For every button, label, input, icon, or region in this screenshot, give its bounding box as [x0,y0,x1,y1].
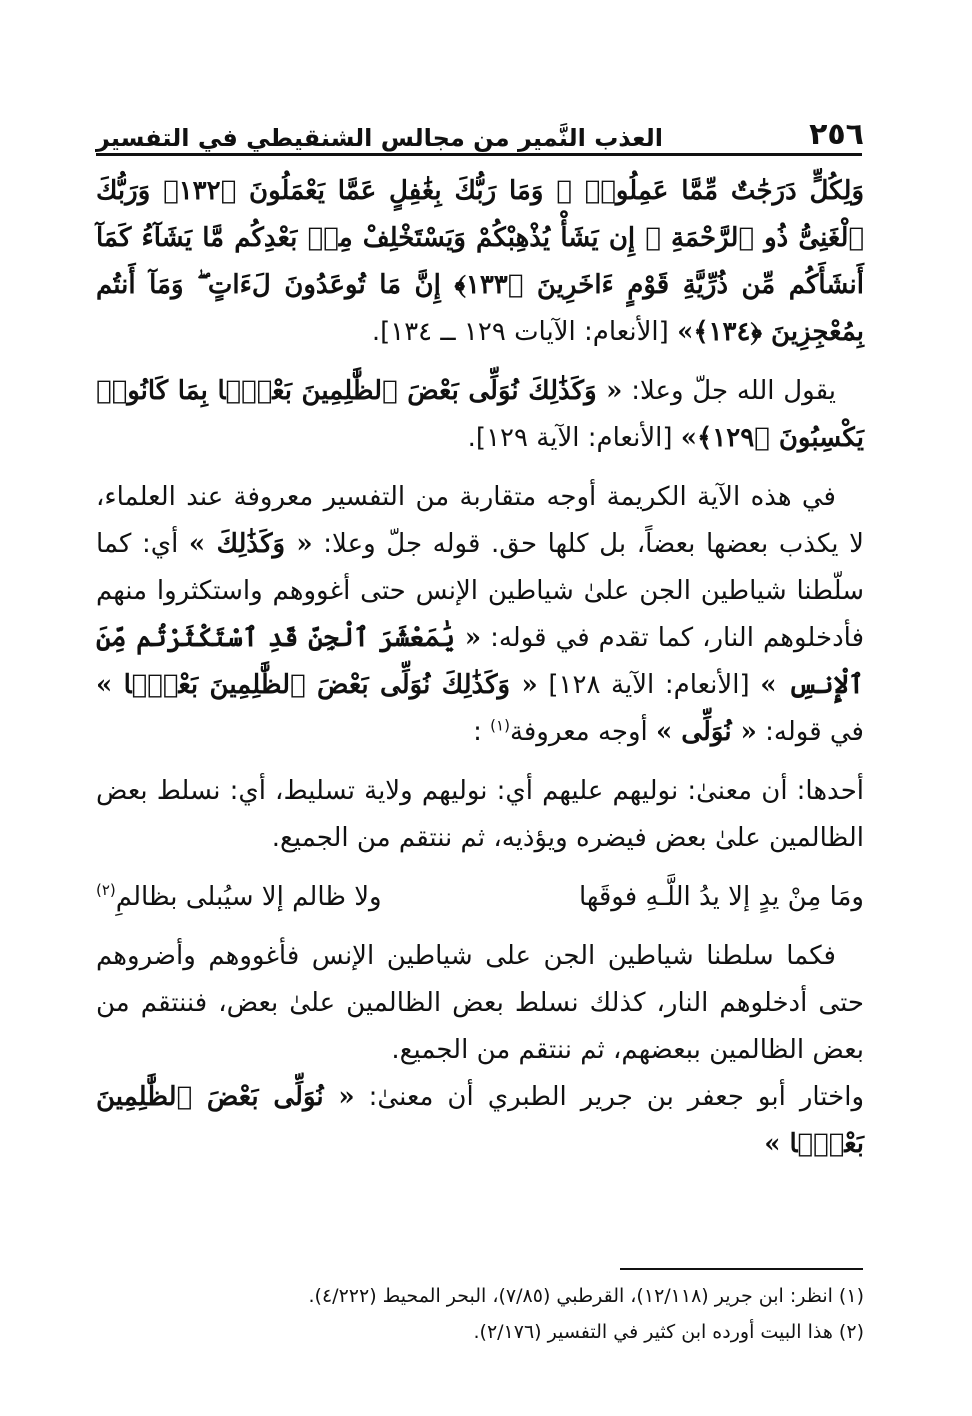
p1-text-1: في هذه الآية الكريمة أوجه متقاربة من التفسير معروفة عند العلماء، لا يكذب بعضها بعضاً، بل كلها حق. قوله جلّ وعلا: [96,482,864,559]
footnotes [96,1278,864,1350]
quran-verses: وَلِكُلٍّ دَرَجَٰتٌ مِّمَّا عَمِلُوا۟ ۚ وَمَا رَبُّكَ بِغَٰفِلٍ عَمَّا يَعْمَلُونَ ﴿١٣٢﴾ وَرَبُّكَ ٱلْغَنِىُّ ذُو ٱلرَّحْمَةِ ۚ إِن يَشَأْ يُذْهِبْكُمْ وَيَسْتَخْلِفْ مِنۢ بَعْدِكُم مَّا يَشَآءُ كَمَآ أَنشَأَكُم مِّن ذُرِّيَّةِ قَوْمٍ ءَاخَرِينَ ﴿١٣٣﴾ إِنَّ مَا تُوعَدُونَ لَءَاتٍ ۖ وَمَآ أَنتُم بِمُعْجِزِينَ ﴿١٣٤﴾» [96,176,865,347]
poem-hemistich-2: ولا ظالم إلا سيُبلى بظالمِ [115,882,382,912]
verses-block [96,168,864,356]
paragraph-4 [96,1074,864,1168]
page-header [96,104,864,152]
p1-verse-1: « وَكَذَٰلِكَ » [188,529,313,559]
footnote-2: (٢) هذا البيت أورده ابن كثير في التفسير (٢/١٧٦). [473,1321,864,1343]
running-title: العذب النَّمير من مجالس الشنقيطي في التفسير [96,124,663,152]
footnote-marker-1[interactable]: (١) [490,716,510,735]
p1-reference: [الأنعام: الآية ١٢٨] [548,670,750,700]
poem-verse [96,874,864,921]
intro-verse: « وَكَذَٰلِكَ نُوَلِّى بَعْضَ ٱلظَّٰلِمِينَ بَعْضًۢا بِمَا كَانُوا۟ يَكْسِبُونَ ﴿١٢٩﴾» [96,376,864,453]
p1-text-2: أي: كما سلّطنا شياطين الجن علىٰ شياطين الإنس حتى أغووهم واستكثروا منهم فأدخلوهم النار، كما تقدم في قوله: [96,529,864,653]
intro-reference: [الأنعام: الآية ١٢٩]. [467,423,673,453]
p1-verse-4: « نُوَلِّى » [656,717,757,747]
p1-verse-2: « يَٰمَعْشَرَ ٱلْجِنِّ قَدِ ٱسْتَكْثَرْتُم مِّنَ ٱلْإِنسِ » [96,623,865,700]
intro-lead: يقول الله جلّ وعلا: [631,376,836,406]
p4-text: واختار أبو جعفر بن جرير الطبري أن معنىٰ: [368,1082,865,1112]
p1-text-5: : [473,717,482,747]
paragraph-3: فكما سلطنا شياطين الجن على شياطين الإنس فأغووهم وأضروهم حتى أدخلوهم النار، كذلك نسلط بعض الظالمين علىٰ بعض، فننتقم من بعض الظالمين ببعضهم، ثم ننتقم من الجميع. [96,941,864,1065]
footnote-1: (١) انظر: ابن جرير (١٢/١١٨)، القرطبي (٧/٨٥)، البحر المحيط (٤/٢٢٢). [308,1285,864,1307]
intro-paragraph [96,368,864,462]
p1-verse-3: « وَكَذَٰلِكَ نُوَلِّى بَعْضَ ٱلظَّٰلِمِينَ بَعْضًۢا » [96,670,538,700]
paragraph-2: أحدها: أن معنىٰ: نوليهم عليهم أي: نوليهم ولاية تسليط، أي: نسلط بعض الظالمين علىٰ بعض فيضره ويؤذيه، ثم ننتقم من الجميع. [96,776,864,853]
footnote-rule [620,1268,863,1270]
p1-text-3: في قوله: [765,717,864,747]
poem-hemistich-1: ومَا مِنْ يدٍ إلا يدُ اللَّـهِ فوقَها [578,882,864,912]
header-rule [96,153,862,156]
verse-reference: [الأنعام: الآيات ١٢٩ ــ ١٣٤]. [371,317,669,347]
p1-text-4: أوجه معروفة [509,717,648,747]
p4-verse: « نُوَلِّى بَعْضَ ٱلظَّٰلِمِينَ بَعْضًۢا » [96,1082,864,1159]
poem-hemistich-2-wrap: ولا ظالم إلا سيُبلى بظالمِ(٢) [96,874,382,921]
paragraph-1 [96,474,864,756]
main-text [96,168,864,1168]
page-number: ٢٥٦ [809,117,864,152]
